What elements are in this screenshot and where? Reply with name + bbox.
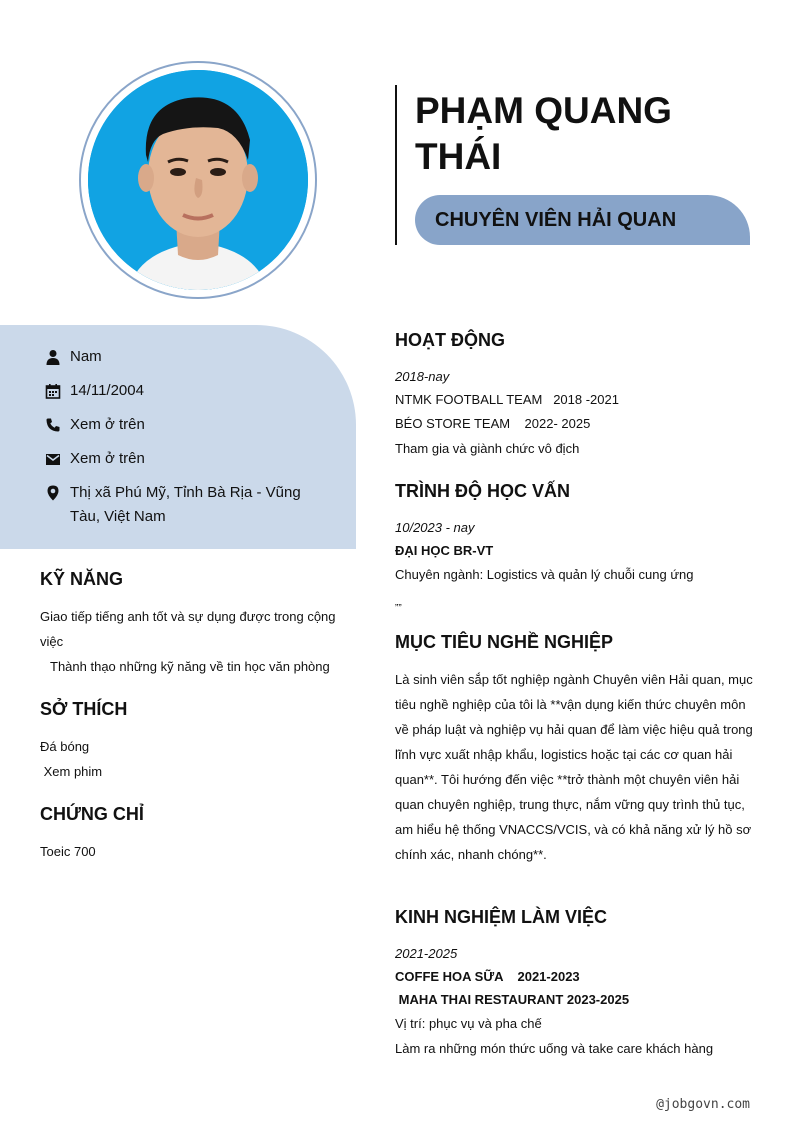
activities-period: 2018-nay [395,369,450,384]
contact-email [44,447,310,471]
education-title: TRÌNH ĐỘ HỌC VẤN [395,481,570,501]
gender-text: Nam [70,348,102,365]
experience-position: Vị trí: phục vụ và pha chế [395,1016,542,1031]
hobby-item: Đá bóng [40,739,90,754]
skills-title: KỸ NĂNG [40,569,124,589]
address-text: Thị xã Phú Mỹ, Tỉnh Bà Rịa - Vũng Tàu, Việt Nam [70,484,301,525]
skills-line-1: Giao tiếp tiếng anh tốt và sự dụng được trong cộng việc [40,609,336,649]
objective-title: MỤC TIÊU NGHỀ NGHIỆP [395,632,614,652]
location-pin-icon [44,481,61,505]
job-title-badge: CHUYÊN VIÊN HẢI QUAN [415,195,750,245]
experience-description: Làm ra những món thức uống và take care khách hàng [395,1041,714,1056]
activities-title: HOẠT ĐỘNG [395,330,505,350]
education-period: 10/2023 - nay [395,520,475,535]
experience-title: KINH NGHIỆM LÀM VIỆC [395,907,608,927]
experience-company-1: COFFE HOA SỮA 2021-2023 [395,969,580,984]
hobby-item: Xem phim [40,764,103,779]
full-name: PHẠM QUANG THÁI [415,90,672,177]
contact-address [44,481,310,529]
footer-watermark: @jobgovn.com [656,1097,750,1112]
certificate-item: Toeic 700 [40,844,96,859]
education-school: ĐẠI HỌC BR-VT [395,543,494,558]
activities-line-2: BÉO STORE TEAM 2022- 2025 [395,416,591,431]
experience-company-2: MAHA THAI RESTAURANT 2023-2025 [395,992,630,1007]
skills-line-2: Thành thạo những kỹ năng về tin học văn phòng [50,659,330,674]
contact-gender [44,345,310,369]
hobbies-title: SỞ THÍCH [40,699,128,719]
activities-line-1: NTMK FOOTBALL TEAM 2018 -2021 [395,392,619,407]
education-major: Chuyên ngành: Logistics và quản lý chuỗi cung ứng [395,567,694,582]
experience-period: 2021-2025 [395,946,458,961]
calendar-icon [44,379,61,403]
contact-phone [44,413,310,437]
contact-birthday [44,379,310,403]
certificates-title: CHỨNG CHỈ [40,804,144,824]
activities-line-3: Tham gia và giành chức vô địch [395,441,580,456]
birthday-text: 14/11/2004 [70,382,144,399]
person-icon [44,345,61,369]
avatar-photo [88,70,308,290]
objective-text: Là sinh viên sắp tốt nghiệp ngành Chuyên viên Hải quan, mục tiêu nghề nghiệp của tôi là **vận dụng kiến thức chuyên môn về pháp luật và nghiệp vụ hải quan để làm việc hiệu quả trong lĩnh vực xuất nhập khẩu, logistics hoặc tại các cơ quan hải quan**. Tôi hướng đến việc **trở thành một chuyên viên hải quan chuyên nghiệp, trung thực, nắm vững quy trình thủ tục, am hiểu hệ thống VNACCS/VCIS, và có khả năng xử lý hồ sơ chính xác, nhanh chóng**. [395,672,753,862]
education-extra: „„ [395,597,402,608]
phone-icon [44,413,61,437]
email-text: Xem ở trên [70,450,145,467]
name-divider [395,85,397,245]
mail-icon [44,447,61,471]
phone-text: Xem ở trên [70,416,145,433]
